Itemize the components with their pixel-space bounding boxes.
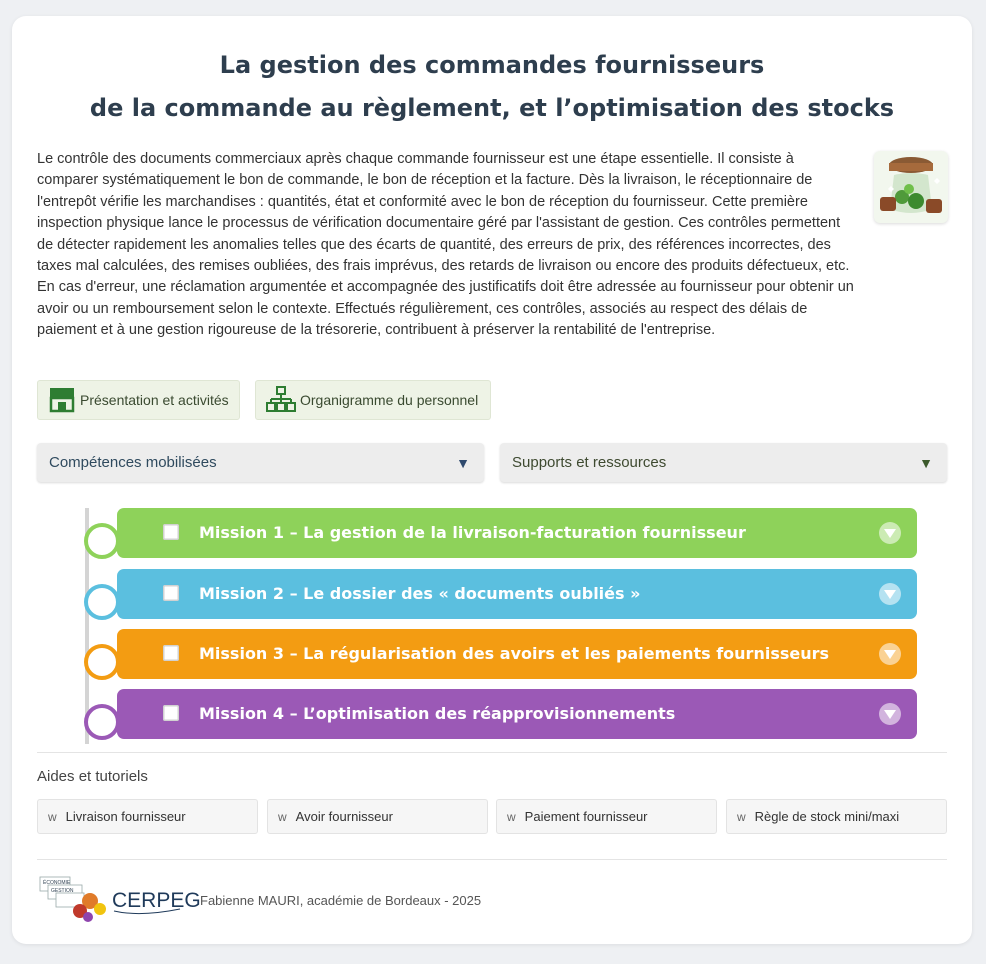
mission-1[interactable] — [117, 508, 917, 558]
cerpeg-logo — [40, 871, 201, 927]
chevron-down-icon[interactable] — [879, 703, 901, 725]
aides-title: Aides et tutoriels — [37, 768, 148, 785]
page-title-line2: de la commande au règlement, et l’optimisation des stocks — [89, 94, 895, 122]
chevron-down-icon[interactable] — [879, 522, 901, 544]
timeline-dot — [84, 704, 120, 740]
jar-illustration — [874, 151, 948, 223]
mission-checkbox[interactable] — [163, 645, 179, 661]
divider — [37, 859, 947, 860]
word-doc-icon: w — [507, 809, 516, 824]
aide-label: Avoir fournisseur — [295, 809, 393, 824]
page-title — [12, 44, 972, 130]
supports-dropdown-label: Supports et ressources — [512, 454, 667, 471]
page-title-line1: La gestion des commandes fournisseurs — [219, 51, 765, 79]
mission-label: Mission 4 – L’optimisation des réapprovisionnements — [199, 704, 676, 723]
mission-4[interactable] — [117, 689, 917, 739]
word-doc-icon: w — [737, 809, 746, 824]
mission-2[interactable] — [117, 569, 917, 619]
presentation-button[interactable] — [37, 380, 240, 420]
org-chart-icon — [266, 385, 296, 416]
intro-paragraph: Le contrôle des documents commerciaux après chaque commande fournisseur est une étape essentielle. Il consiste à comparer systématiquement le bon de commande, le bon de réception et la facture. Dès la livraison, le réceptionnaire de l'entrepôt vérifie les marchandises : quantités, état et conformité avec le bon de réception du fournisseur. Cette première inspection physique lance le processus de vérification documentaire géré par l'assistant de gestion. Ces contrôles permettent de détecter rapidement les anomalies telles que des écarts de quantité, des erreurs de prix, des références incorrectes, des taxes mal calculées, des remises oubliées, des frais imprévus, des retards de livraison ou encore des produits défectueux, etc. En cas d'erreur, une réclamation argumentée et accompagnée des justificatifs doit être adressée au fournisseur pour obtenir un avoir ou un remboursement selon le contexte. Effectués régulièrement, ces contrôles, associés au respect des délais de paiement et à une gestion rigoureuse de la trésorerie, contribuent à préserver la rentabilité de l'entreprise. — [37, 151, 854, 339]
word-doc-icon: w — [48, 809, 57, 824]
aide-link[interactable] — [496, 799, 717, 834]
timeline-dot — [84, 584, 120, 620]
main-card — [12, 16, 972, 944]
organigramme-button-label: Organigramme du personnel — [300, 392, 479, 408]
timeline-dot — [84, 523, 120, 559]
aide-link[interactable] — [37, 799, 258, 834]
timeline-dot — [84, 644, 120, 680]
mission-checkbox[interactable] — [163, 705, 179, 721]
word-doc-icon: w — [278, 809, 287, 824]
mission-label: Mission 1 – La gestion de la livraison-facturation fournisseur — [199, 523, 746, 542]
mission-3[interactable] — [117, 629, 917, 679]
mission-label: Mission 2 – Le dossier des « documents oubliés » — [199, 584, 641, 603]
logo-text: CERPEG — [112, 889, 201, 912]
logo-small-1: ÉCONOMIE — [43, 880, 71, 886]
chevron-down-icon[interactable] — [879, 643, 901, 665]
competences-dropdown[interactable] — [37, 443, 484, 482]
competences-dropdown-label: Compétences mobilisées — [49, 454, 217, 471]
aide-label: Règle de stock mini/maxi — [754, 809, 900, 824]
triangle-down-icon: ▼ — [919, 454, 933, 471]
triangle-down-icon: ▼ — [456, 454, 470, 471]
store-icon — [48, 386, 76, 415]
presentation-button-label: Présentation et activités — [80, 392, 229, 408]
aide-link[interactable] — [726, 799, 947, 834]
footer-credit: Fabienne MAURI, académie de Bordeaux - 2025 — [200, 893, 482, 908]
organigramme-button[interactable] — [255, 380, 491, 420]
aide-label: Paiement fournisseur — [524, 809, 648, 824]
logo-small-2: GESTION — [51, 888, 74, 894]
mission-checkbox[interactable] — [163, 524, 179, 540]
mission-label: Mission 3 – La régularisation des avoirs et les paiements fournisseurs — [199, 644, 830, 663]
aide-link[interactable] — [267, 799, 488, 834]
divider — [37, 752, 947, 753]
aide-label: Livraison fournisseur — [65, 809, 186, 824]
chevron-down-icon[interactable] — [879, 583, 901, 605]
mission-checkbox[interactable] — [163, 585, 179, 601]
supports-dropdown[interactable] — [500, 443, 947, 482]
